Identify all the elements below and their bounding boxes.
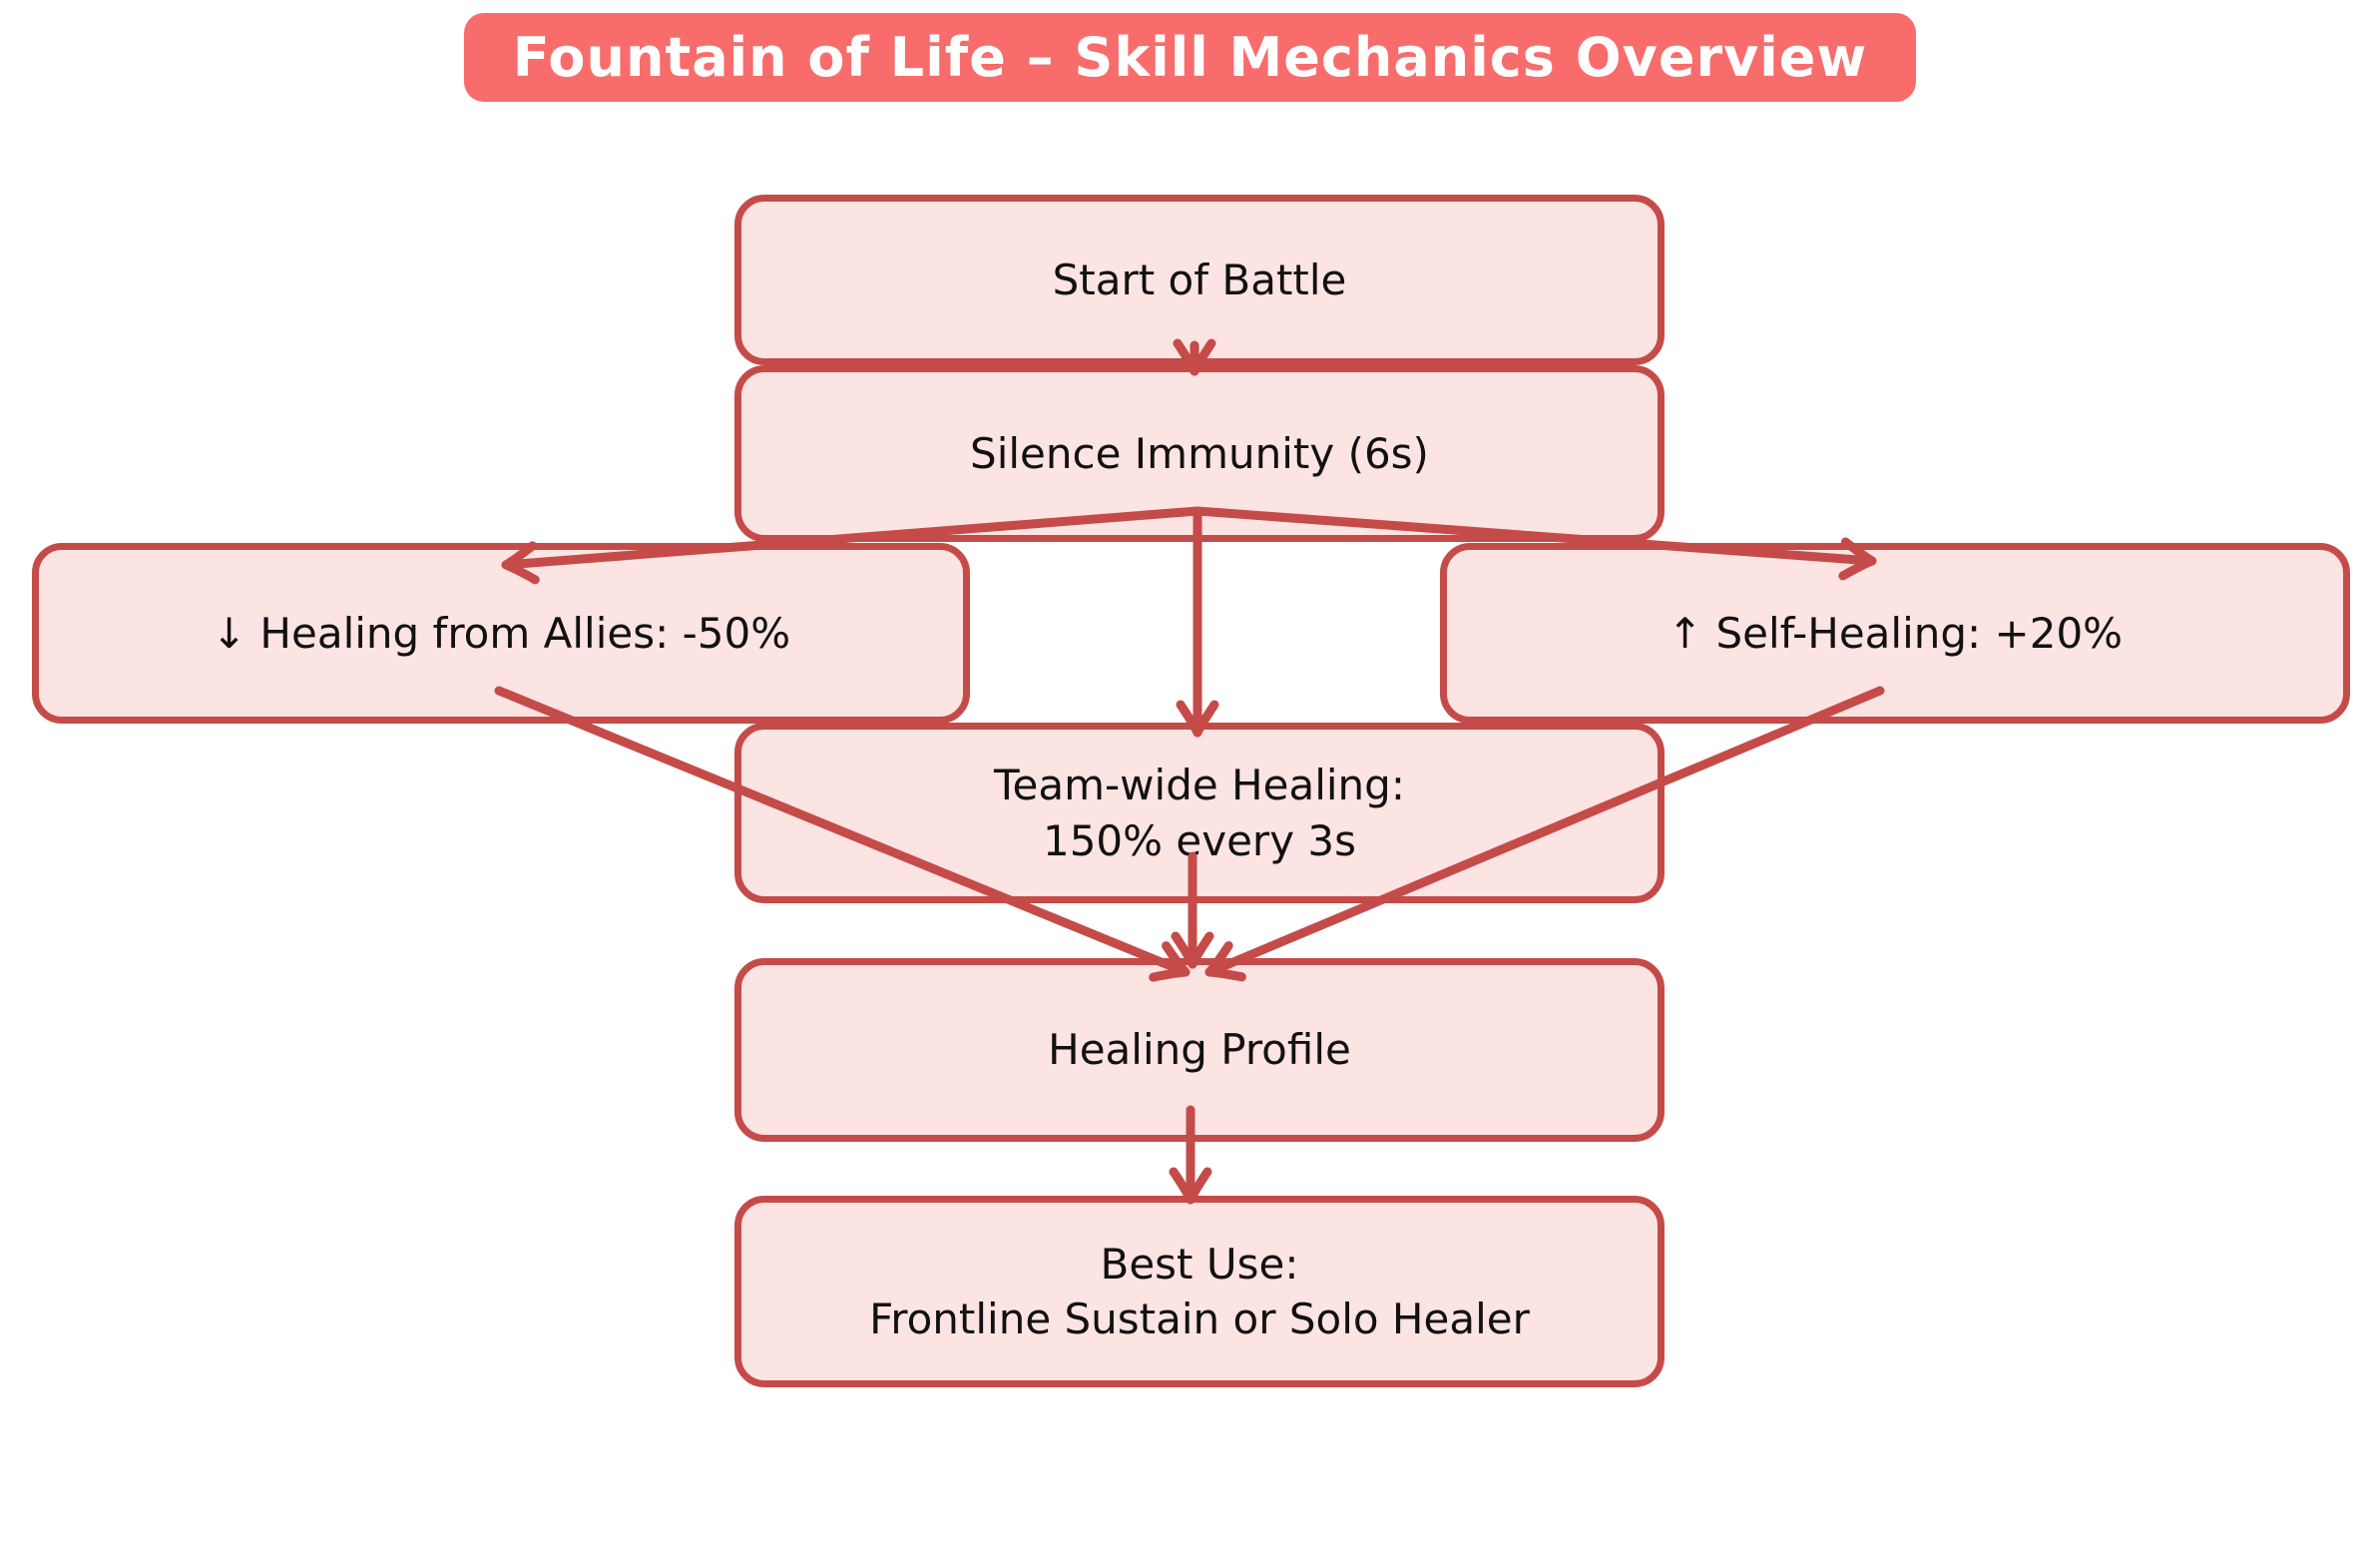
- node-label: Silence Immunity (6s): [970, 428, 1429, 478]
- node-label: ↓ Healing from Allies: -50%: [211, 608, 791, 658]
- node-label: Healing Profile: [1048, 1025, 1351, 1075]
- node-silence-immunity: [734, 365, 1665, 542]
- node-healing-from-allies: [32, 543, 970, 724]
- node-label: ↑ Self-Healing: +20%: [1666, 608, 2124, 658]
- page-title: Fountain of Life – Skill Mechanics Overview: [512, 26, 1868, 89]
- node-best-use: [734, 1196, 1665, 1387]
- node-label-line-1: Team-wide Healing:: [994, 761, 1405, 810]
- title-banner: [464, 13, 1916, 102]
- node-team-wide-healing: [734, 723, 1665, 903]
- node-start-of-battle: [734, 195, 1665, 365]
- node-self-healing: [1440, 543, 2350, 724]
- node-label-line-2: 150% every 3s: [1042, 815, 1357, 865]
- node-label-line-2: Frontline Sustain or Solo Healer: [869, 1295, 1530, 1343]
- node-label-line-1: Best Use:: [1100, 1239, 1299, 1289]
- node-healing-profile: [734, 958, 1665, 1142]
- node-label: Start of Battle: [1052, 255, 1347, 304]
